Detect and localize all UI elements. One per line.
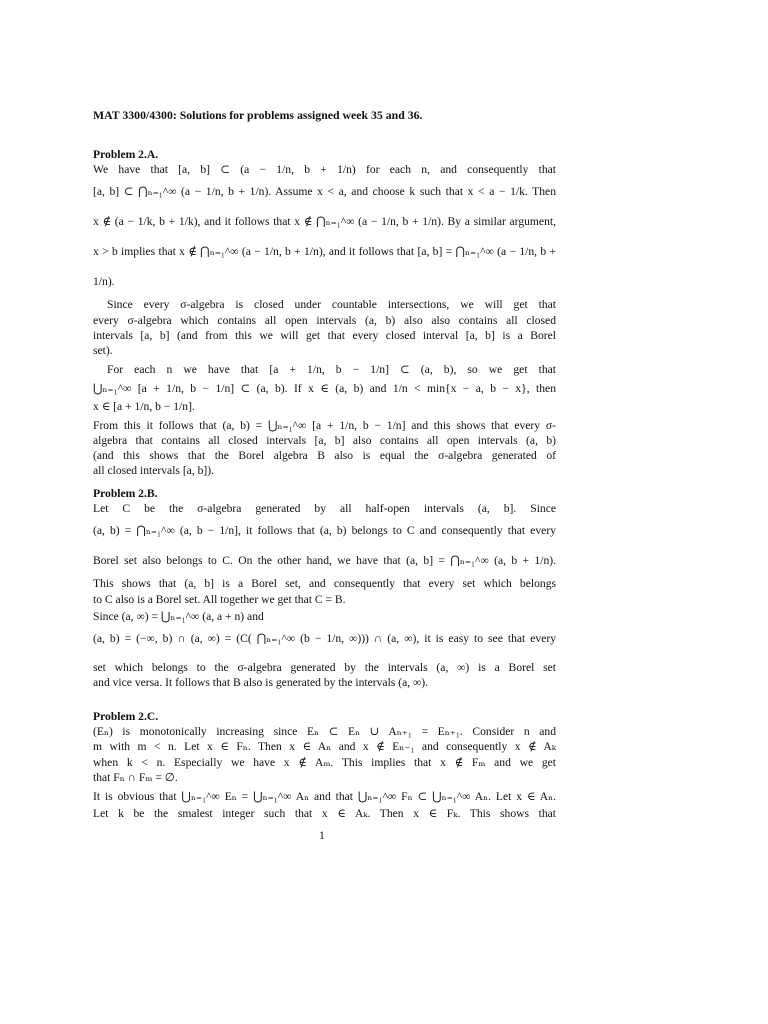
text-line: [a, b] ⊂ ⋂ₙ₌₁^∞ (a − 1/n, b + 1/n). Assume x < a, and choose k such that x < a − 1/k. Then xyxy=(93,185,556,199)
text-line: Since (a, ∞) = ⋃ₙ₌₁^∞ (a, a + n) and xyxy=(93,609,264,623)
problem-2a xyxy=(93,147,556,479)
text-line: set which belongs to the σ-algebra generated by the intervals (a, ∞) is a Borel set xyxy=(93,661,556,675)
text-line: when k < n. Especially we have x ∉ Aₘ. This implies that x ∉ Fₘ and we get xyxy=(93,755,556,769)
text-line: Let k be the smalest integer such that x ∈ Aₖ. Then x ∈ Fₖ. This shows that xyxy=(93,807,556,821)
text-line: Since every σ-algebra is closed under countable intersections, we will get that xyxy=(107,298,556,312)
text-line: (a, b) = ⋂ₙ₌₁^∞ (a, b − 1/n], it follows that (a, b) belongs to C and consequently that every xyxy=(93,524,556,538)
text-line: and vice versa. It follows that B also is generated by the intervals (a, ∞). xyxy=(93,676,429,690)
text-line: (a, b) = (−∞, b) ∩ (a, ∞) = (C( ⋂ₙ₌₁^∞ (b − 1/n, ∞))) ∩ (a, ∞), it is easy to see that every xyxy=(93,632,556,646)
text-line: x ∈ [a + 1/n, b − 1/n]. xyxy=(93,399,195,413)
page-number: 1 xyxy=(319,829,325,842)
text-line: ⋃ₙ₌₁^∞ [a + 1/n, b − 1/n] ⊂ (a, b). If x ∈ (a, b) and 1/n < min{x − a, b − x}, then xyxy=(93,382,556,396)
text-line: (Eₙ) is monotonically increasing since Eₙ ⊂ Eₙ ∪ Aₙ₊₁ = Eₙ₊₁. Consider n and xyxy=(93,725,556,739)
text-line: m with m < n. Let x ∈ Fₙ. Then x ∈ Aₙ and x ∉ Eₙ₋₁ and consequently x ∉ Aₖ xyxy=(93,740,556,754)
text-line: intervals [a, b] (and from this we will get that every closed interval [a, b] is a Borel xyxy=(93,328,556,342)
text-line: This shows that (a, b] is a Borel set, and consequently that every set which belongs xyxy=(93,577,556,591)
problem-2c xyxy=(93,709,556,821)
text-line: to C also is a Borel set. All together we get that C = B. xyxy=(93,592,346,606)
problem-heading: Problem 2.B. xyxy=(93,487,158,500)
text-line: Let C be the σ-algebra generated by all half-open intervals (a, b]. Since xyxy=(93,502,556,516)
text-line: For each n we have that [a + 1/n, b − 1/n] ⊂ (a, b), so we get that xyxy=(107,363,556,377)
text-line: algebra that contains all closed intervals [a, b] also contains all open intervals (a, b) xyxy=(93,434,556,448)
text-line: x ∉ (a − 1/k, b + 1/k), and it follows that x ∉ ⋂ₙ₌₁^∞ (a − 1/n, b + 1/n). By a similar argument, xyxy=(93,215,556,229)
text-line: set). xyxy=(93,344,113,358)
text-line: (and this shows that the Borel algebra B also is equal the σ-algebra generated of xyxy=(93,449,556,463)
text-line: It is obvious that ⋃ₙ₌₁^∞ Eₙ = ⋃ₙ₌₁^∞ Aₙ and that ⋃ₙ₌₁^∞ Fₙ ⊂ ⋃ₙ₌₁^∞ Aₙ. Let x ∈ Aₙ. xyxy=(93,790,556,804)
text-line: all closed intervals [a, b]). xyxy=(93,464,215,478)
text-line: every σ-algebra which contains all open intervals (a, b) also also contains all closed xyxy=(93,313,556,327)
problem-heading: Problem 2.A. xyxy=(93,148,159,161)
document-title: MAT 3300/4300: Solutions for problems assigned week 35 and 36. xyxy=(93,108,423,122)
text-line: x > b implies that x ∉ ⋂ₙ₌₁^∞ (a − 1/n, b + 1/n), and it follows that [a, b] = ⋂ₙ₌₁^∞ (a − 1/n, b + 1/n). xyxy=(93,245,556,289)
problem-heading: Problem 2.C. xyxy=(93,710,159,723)
problem-2b xyxy=(93,486,556,690)
text-line: Borel set also belongs to C. On the other hand, we have that (a, b] = ⋂ₙ₌₁^∞ (a, b + 1/n). xyxy=(93,554,556,568)
text-line: We have that [a, b] ⊂ (a − 1/n, b + 1/n) for each n, and consequently that xyxy=(93,163,556,177)
text-line: that Fₙ ∩ Fₘ = ∅. xyxy=(93,770,178,784)
text-line: From this it follows that (a, b) = ⋃ₙ₌₁^∞ [a + 1/n, b − 1/n] and this shows that every σ- xyxy=(93,418,556,432)
